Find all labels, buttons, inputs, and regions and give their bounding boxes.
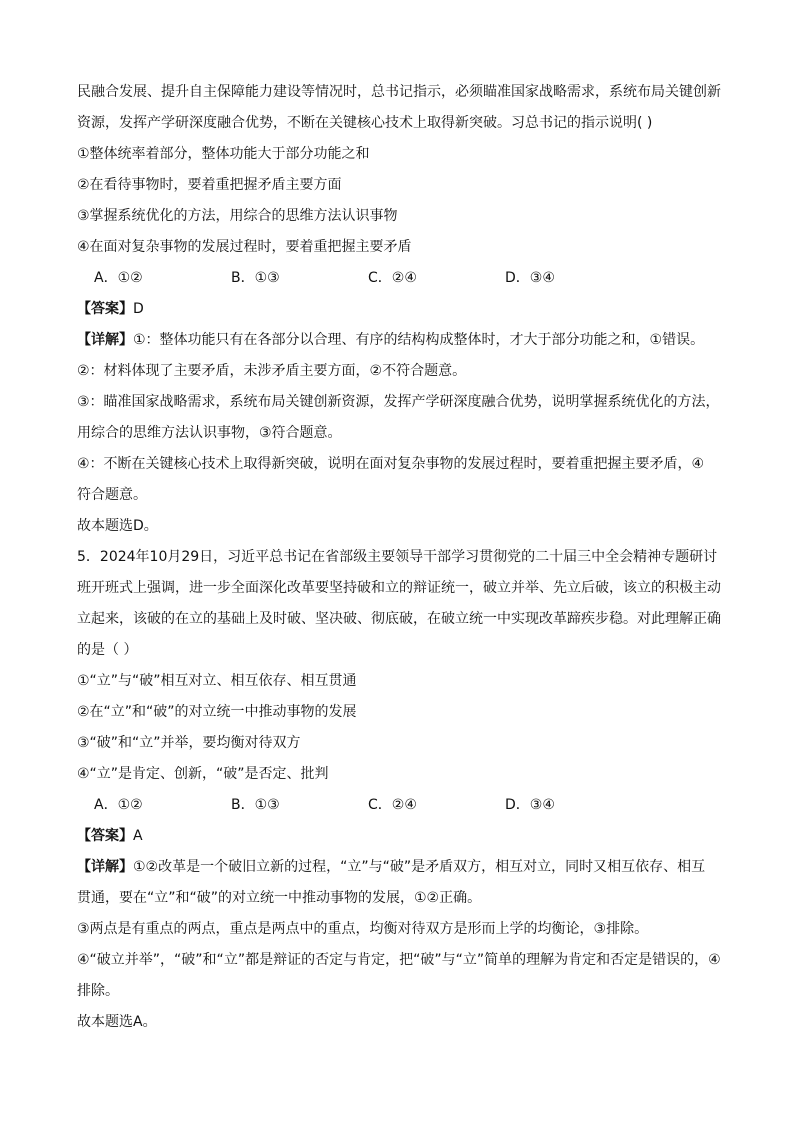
q5-answer-value: A	[133, 828, 143, 844]
q4-detail-3: ③：瞄准国家战略需求，系统布局关键创新资源，发挥产学研深度融合优势，说明掌握系统优化的方法，	[77, 394, 720, 410]
q4-answer-value: D	[133, 301, 144, 317]
q4-detail-1	[77, 325, 727, 356]
q4-detail-5: ④：不断在关键核心技术上取得新突破，说明在面对复杂事物的发展过程时，要着重把握主要矛盾，④	[77, 456, 705, 472]
q5-stem-line-4: 的是（ ）	[77, 642, 138, 658]
q5-answer-label: 【答案】	[77, 828, 133, 844]
q4-choice-3: ③掌握系统优化的方法，用综合的思维方法认识事物	[77, 208, 398, 224]
q5-stem-line-1: 5．2024年10月29日，习近平总书记在省部级主要领导干部学习贯彻党的二十届三中全会精神专题研讨	[77, 549, 718, 565]
q4-option-c: C．②④	[368, 270, 417, 286]
page-content	[77, 77, 727, 1038]
q4-option-d: D．③④	[505, 270, 555, 286]
q4-detail-label: 【详解】	[77, 332, 133, 348]
q4-detail-6: 符合题意。	[77, 487, 147, 503]
q5-stem-line-2: 班开班式上强调，进一步全面深化改革要坚持破和立的辩证统一，破立并举、先立后破，该立的积极主动	[77, 580, 721, 596]
q5-option-d: D．③④	[505, 797, 555, 813]
q5-choice-2: ②在“立”和“破”的对立统一中推动事物的发展	[77, 704, 357, 720]
q5-conclusion: 故本题选A。	[77, 1014, 157, 1030]
q4-answer-label: 【答案】	[77, 301, 133, 317]
q4-option-b: B．①③	[231, 270, 280, 286]
q4-stem-line-1: 民融合发展、提升自主保障能力建设等情况时，总书记指示，必须瞄准国家战略需求，系统布局关键创新	[77, 84, 721, 100]
q4-stem-line-2: 资源，发挥产学研深度融合优势，不断在关键核心技术上取得新突破。习总书记的指示说明( )	[77, 115, 653, 131]
q5-detail-3: ③两点是有重点的两点，重点是两点中的重点，均衡对待双方是形而上学的均衡论，③排除。	[77, 921, 649, 937]
q4-conclusion: 故本题选D。	[77, 518, 158, 534]
q5-choice-4: ④“立”是肯定、创新，“破”是否定、批判	[77, 766, 329, 782]
q5-answer	[77, 821, 727, 852]
q5-choice-1: ①“立”与“破”相互对立、相互依存、相互贯通	[77, 673, 357, 689]
q4-option-a: A．①②	[94, 270, 143, 286]
q4-detail-4: 用综合的思维方法认识事物，③符合题意。	[77, 425, 342, 441]
q5-detail-label: 【详解】	[77, 859, 133, 875]
q5-detail-5: 排除。	[77, 983, 119, 999]
q4-detail-text-1: ①：整体功能只有在各部分以合理、有序的结构构成整体时，才大于部分功能之和，①错误。	[133, 332, 705, 348]
q4-options	[77, 263, 727, 294]
q4-answer	[77, 294, 727, 325]
q5-detail-1	[77, 852, 727, 883]
q4-choice-4: ④在面对复杂事物的发展过程时，要着重把握主要矛盾	[77, 239, 412, 255]
q5-detail-4: ④“破立并举”，“破”和“立”都是辩证的否定与肯定，把“破”与“立”简单的理解为肯定和否定是错误的，④	[77, 952, 721, 968]
q5-stem-line-3: 立起来，该破的在立的基础上及时破、坚决破、彻底破，在破立统一中实现改革蹄疾步稳。对此理解正确	[77, 611, 721, 627]
q5-option-b: B．①③	[231, 797, 280, 813]
q4-detail-2: ②：材料体现了主要矛盾，未涉矛盾主要方面，②不符合题意。	[77, 363, 467, 379]
q5-choice-3: ③“破”和“立”并举，要均衡对待双方	[77, 735, 301, 751]
q4-choice-1: ①整体统率着部分，整体功能大于部分功能之和	[77, 146, 370, 162]
q5-detail-2: 贯通，要在“立”和“破”的对立统一中推动事物的发展，①②正确。	[77, 890, 482, 906]
q5-option-c: C．②④	[368, 797, 417, 813]
q5-detail-text-1: ①②改革是一个破旧立新的过程，“立”与“破”是矛盾双方，相互对立，同时又相互依存、相互	[133, 859, 706, 875]
q5-options	[77, 790, 727, 821]
q5-option-a: A．①②	[94, 797, 143, 813]
q4-choice-2: ②在看待事物时，要着重把握矛盾主要方面	[77, 177, 342, 193]
